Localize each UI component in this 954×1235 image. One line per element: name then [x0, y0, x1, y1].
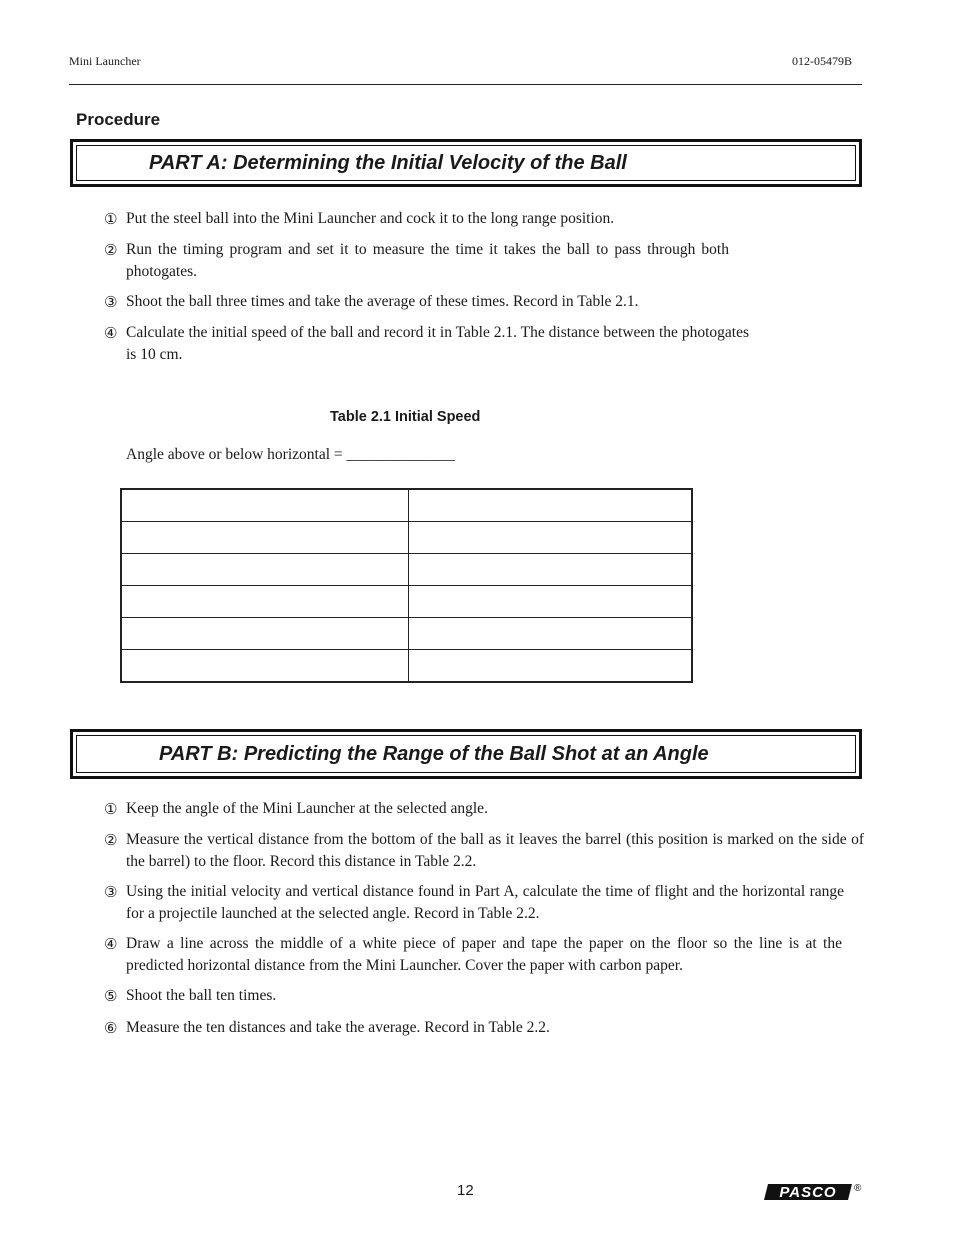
- list-item: [104, 239, 729, 283]
- part-a-banner: [70, 139, 862, 187]
- list-item: [104, 291, 729, 313]
- step-text: Put the steel ball into the Mini Launcher and cock it to the long range position.: [126, 210, 615, 227]
- section-title: Procedure: [76, 110, 161, 129]
- step-text: Run the timing program and set it to measure the time it takes the ball to pass through both photogates.: [126, 241, 729, 280]
- table-cell[interactable]: [121, 554, 409, 586]
- step-number: ②: [104, 241, 118, 259]
- part-a-title: PART A: Determining the Initial Velocity of the Ball: [149, 151, 627, 174]
- table-caption: Table 2.1 Initial Speed: [330, 409, 481, 425]
- initial-speed-table: [120, 488, 693, 683]
- table-cell[interactable]: [121, 650, 409, 683]
- table-cell[interactable]: [409, 489, 693, 522]
- list-item: [104, 798, 864, 820]
- list-item: [104, 1017, 864, 1039]
- table-row: [121, 522, 692, 554]
- pasco-logo-graphic: [762, 1180, 866, 1204]
- step-text: Shoot the ball three times and take the average of these times. Record in Table 2.1.: [126, 293, 639, 310]
- table-cell[interactable]: [409, 650, 693, 683]
- table-cell[interactable]: [409, 522, 693, 554]
- pasco-logo: [762, 1180, 866, 1209]
- table-row: [121, 586, 692, 618]
- table-cell[interactable]: [409, 618, 693, 650]
- page-number: 12: [457, 1182, 474, 1199]
- list-item: [104, 322, 749, 366]
- step-number: ①: [104, 800, 118, 818]
- table-cell[interactable]: [121, 522, 409, 554]
- table-row: [121, 618, 692, 650]
- list-item: [104, 829, 864, 873]
- step-text: Keep the angle of the Mini Launcher at the selected angle.: [126, 800, 488, 817]
- logo-wordmark: PASCO: [779, 1184, 837, 1201]
- list-item: [104, 881, 844, 925]
- step-text: Shoot the ball ten times.: [126, 987, 277, 1004]
- step-number: ⑤: [104, 987, 118, 1005]
- step-text: Measure the vertical distance from the bottom of the ball as it leaves the barrel (this position is marked on the side of the barrel) to the floor. Record this distance in Table 2.2.: [126, 831, 864, 870]
- angle-label: Angle above or below horizontal = ______________: [126, 446, 456, 463]
- table-cell[interactable]: [409, 554, 693, 586]
- step-number: ⑥: [104, 1019, 118, 1037]
- table-cell[interactable]: [121, 489, 409, 522]
- table-cell[interactable]: [121, 586, 409, 618]
- registered-mark: ®: [854, 1183, 862, 1194]
- list-item: [104, 933, 842, 977]
- table-row: [121, 554, 692, 586]
- step-text: Using the initial velocity and vertical distance found in Part A, calculate the time of flight and the horizontal range for a projectile launched at the selected angle. Record in Table 2.2.: [126, 883, 844, 922]
- step-number: ③: [104, 293, 118, 311]
- step-number: ④: [104, 935, 118, 953]
- list-item: [104, 985, 864, 1007]
- step-number: ④: [104, 324, 118, 342]
- table-row: [121, 650, 692, 683]
- step-number: ②: [104, 831, 118, 849]
- part-b-title: PART B: Predicting the Range of the Ball Shot at an Angle: [159, 742, 709, 765]
- step-text: Draw a line across the middle of a white piece of paper and tape the paper on the floor so the line is at the predicted horizontal distance from the Mini Launcher. Cover the paper with carbon paper.: [126, 935, 842, 974]
- running-header-title: Mini Launcher: [69, 54, 141, 68]
- table-row: [121, 489, 692, 522]
- list-item: [104, 208, 724, 230]
- header-divider: [69, 84, 862, 85]
- step-text: Measure the ten distances and take the average. Record in Table 2.2.: [126, 1019, 550, 1036]
- step-number: ①: [104, 210, 118, 228]
- part-b-banner: [70, 729, 862, 779]
- running-header-doc-number: 012-05479B: [792, 54, 852, 68]
- step-number: ③: [104, 883, 118, 901]
- step-text: Calculate the initial speed of the ball and record it in Table 2.1. The distance between the photogates is 10 cm.: [126, 324, 749, 363]
- table-cell[interactable]: [121, 618, 409, 650]
- table-cell[interactable]: [409, 586, 693, 618]
